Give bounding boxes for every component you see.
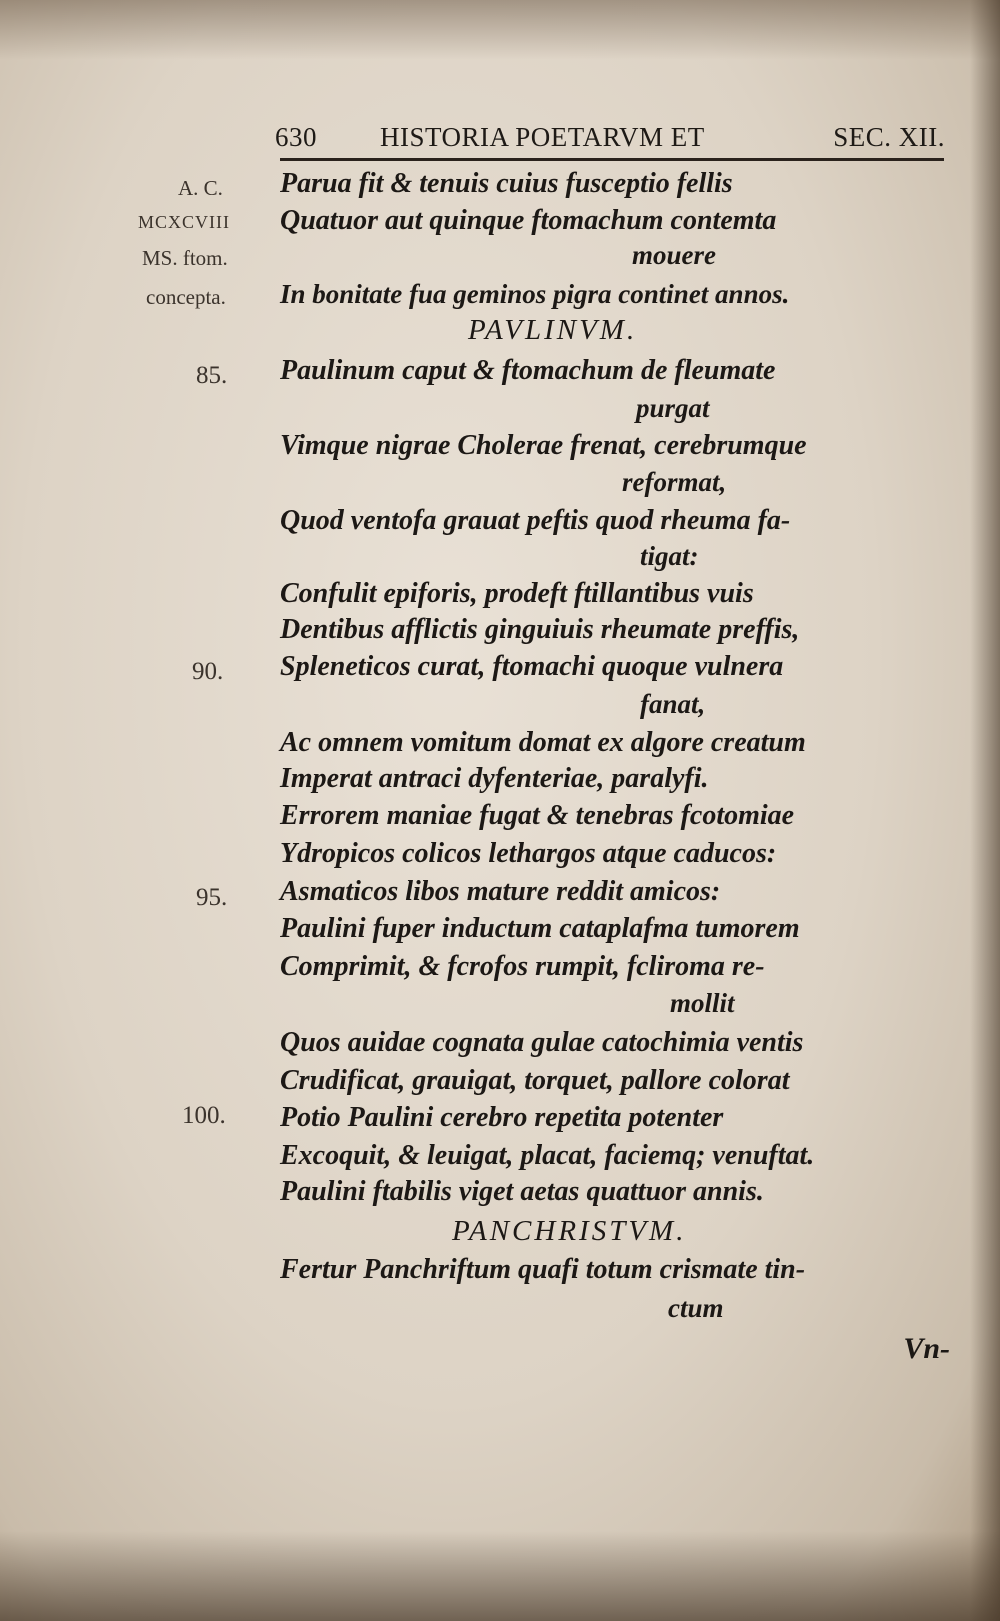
verse-line: Asmaticos libos mature reddit amicos: [280, 876, 721, 907]
verse-line: Quos auidae cognata gulae catochimia ventis [280, 1027, 804, 1058]
verse-line: Crudificat, grauigat, torquet, pallore colorat [280, 1065, 790, 1096]
verse-line: Quatuor aut quinque ftomachum contemta [280, 205, 777, 236]
page-shadow-bottom [0, 1531, 1000, 1621]
verse-line-continuation: tigat: [640, 541, 699, 571]
header-rule [280, 158, 944, 161]
verse-line: Parua fit & tenuis cuius fusceptio fellis [280, 168, 733, 199]
page-shadow-top [0, 0, 1000, 60]
verse-line: Dentibus afflictis ginguiuis rheumate preffis, [280, 614, 800, 645]
verse-line: Spleneticos curat, ftomachi quoque vulnera [280, 651, 784, 682]
verse-line-continuation: mouere [632, 240, 716, 270]
verse-line-continuation: purgat [636, 393, 710, 423]
verse-line: Ac omnem vomitum domat ex algore creatum [280, 727, 806, 758]
page-number: 630 [275, 122, 317, 152]
running-title: HISTORIA POETARVM ET [380, 122, 705, 152]
verse-line: Errorem maniae fugat & tenebras fcotomiae [280, 800, 795, 831]
section-heading-paulinum: PAVLINVM. [468, 314, 638, 346]
verse-line: Vimque nigrae Cholerae frenat, cerebrumque [280, 430, 807, 461]
margin-concepta: concepta. [146, 285, 226, 309]
verse-line: Paulini ftabilis viget aetas quattuor annis. [280, 1176, 764, 1207]
verse-line: Imperat antraci dyfenteriae, paralyfi. [280, 763, 709, 794]
margin-ms-stom: MS. ftom. [142, 246, 228, 270]
verse-number-100: 100. [182, 1102, 226, 1129]
verse-number-85: 85. [196, 362, 228, 389]
verse-line: Excoquit, & leuigat, placat, faciemq; venuftat. [280, 1140, 815, 1171]
verse-number-95: 95. [196, 884, 228, 911]
verse-line: Comprimit, & fcrofos rumpit, fcliroma re- [280, 951, 765, 982]
section-label: SEC. XII. [833, 122, 945, 152]
verse-line: Ydropicos colicos lethargos atque caducos: [280, 838, 777, 869]
margin-year: MCXCVIII [138, 212, 230, 232]
verse-line: Confulit epiforis, prodeft ftillantibus vuis [280, 578, 754, 609]
verse-line-continuation: fanat, [640, 689, 706, 719]
verse-line-continuation: ctum [668, 1293, 724, 1323]
verse-line: In bonitate fua geminos pigra continet annos. [280, 279, 790, 309]
catchword: Vn- [903, 1332, 950, 1365]
verse-line: Quod ventofa grauat peftis quod rheuma fa- [280, 505, 791, 536]
verse-number-90: 90. [192, 658, 224, 685]
margin-ac: A. C. [178, 176, 223, 200]
running-header [275, 118, 945, 158]
verse-line: Potio Paulini cerebro repetita potenter [280, 1102, 724, 1133]
section-heading-panchristum: PANCHRISTVM. [452, 1215, 687, 1247]
verse-line: Fertur Panchriftum quafi totum crismate tin- [280, 1254, 806, 1285]
verse-line: Paulini fuper inductum cataplafma tumorem [280, 913, 800, 944]
verse-line: Paulinum caput & ftomachum de fleumate [280, 355, 776, 386]
page-shadow-right [970, 0, 1000, 1621]
verse-line-continuation: reformat, [622, 467, 727, 497]
verse-line-continuation: mollit [670, 988, 735, 1018]
